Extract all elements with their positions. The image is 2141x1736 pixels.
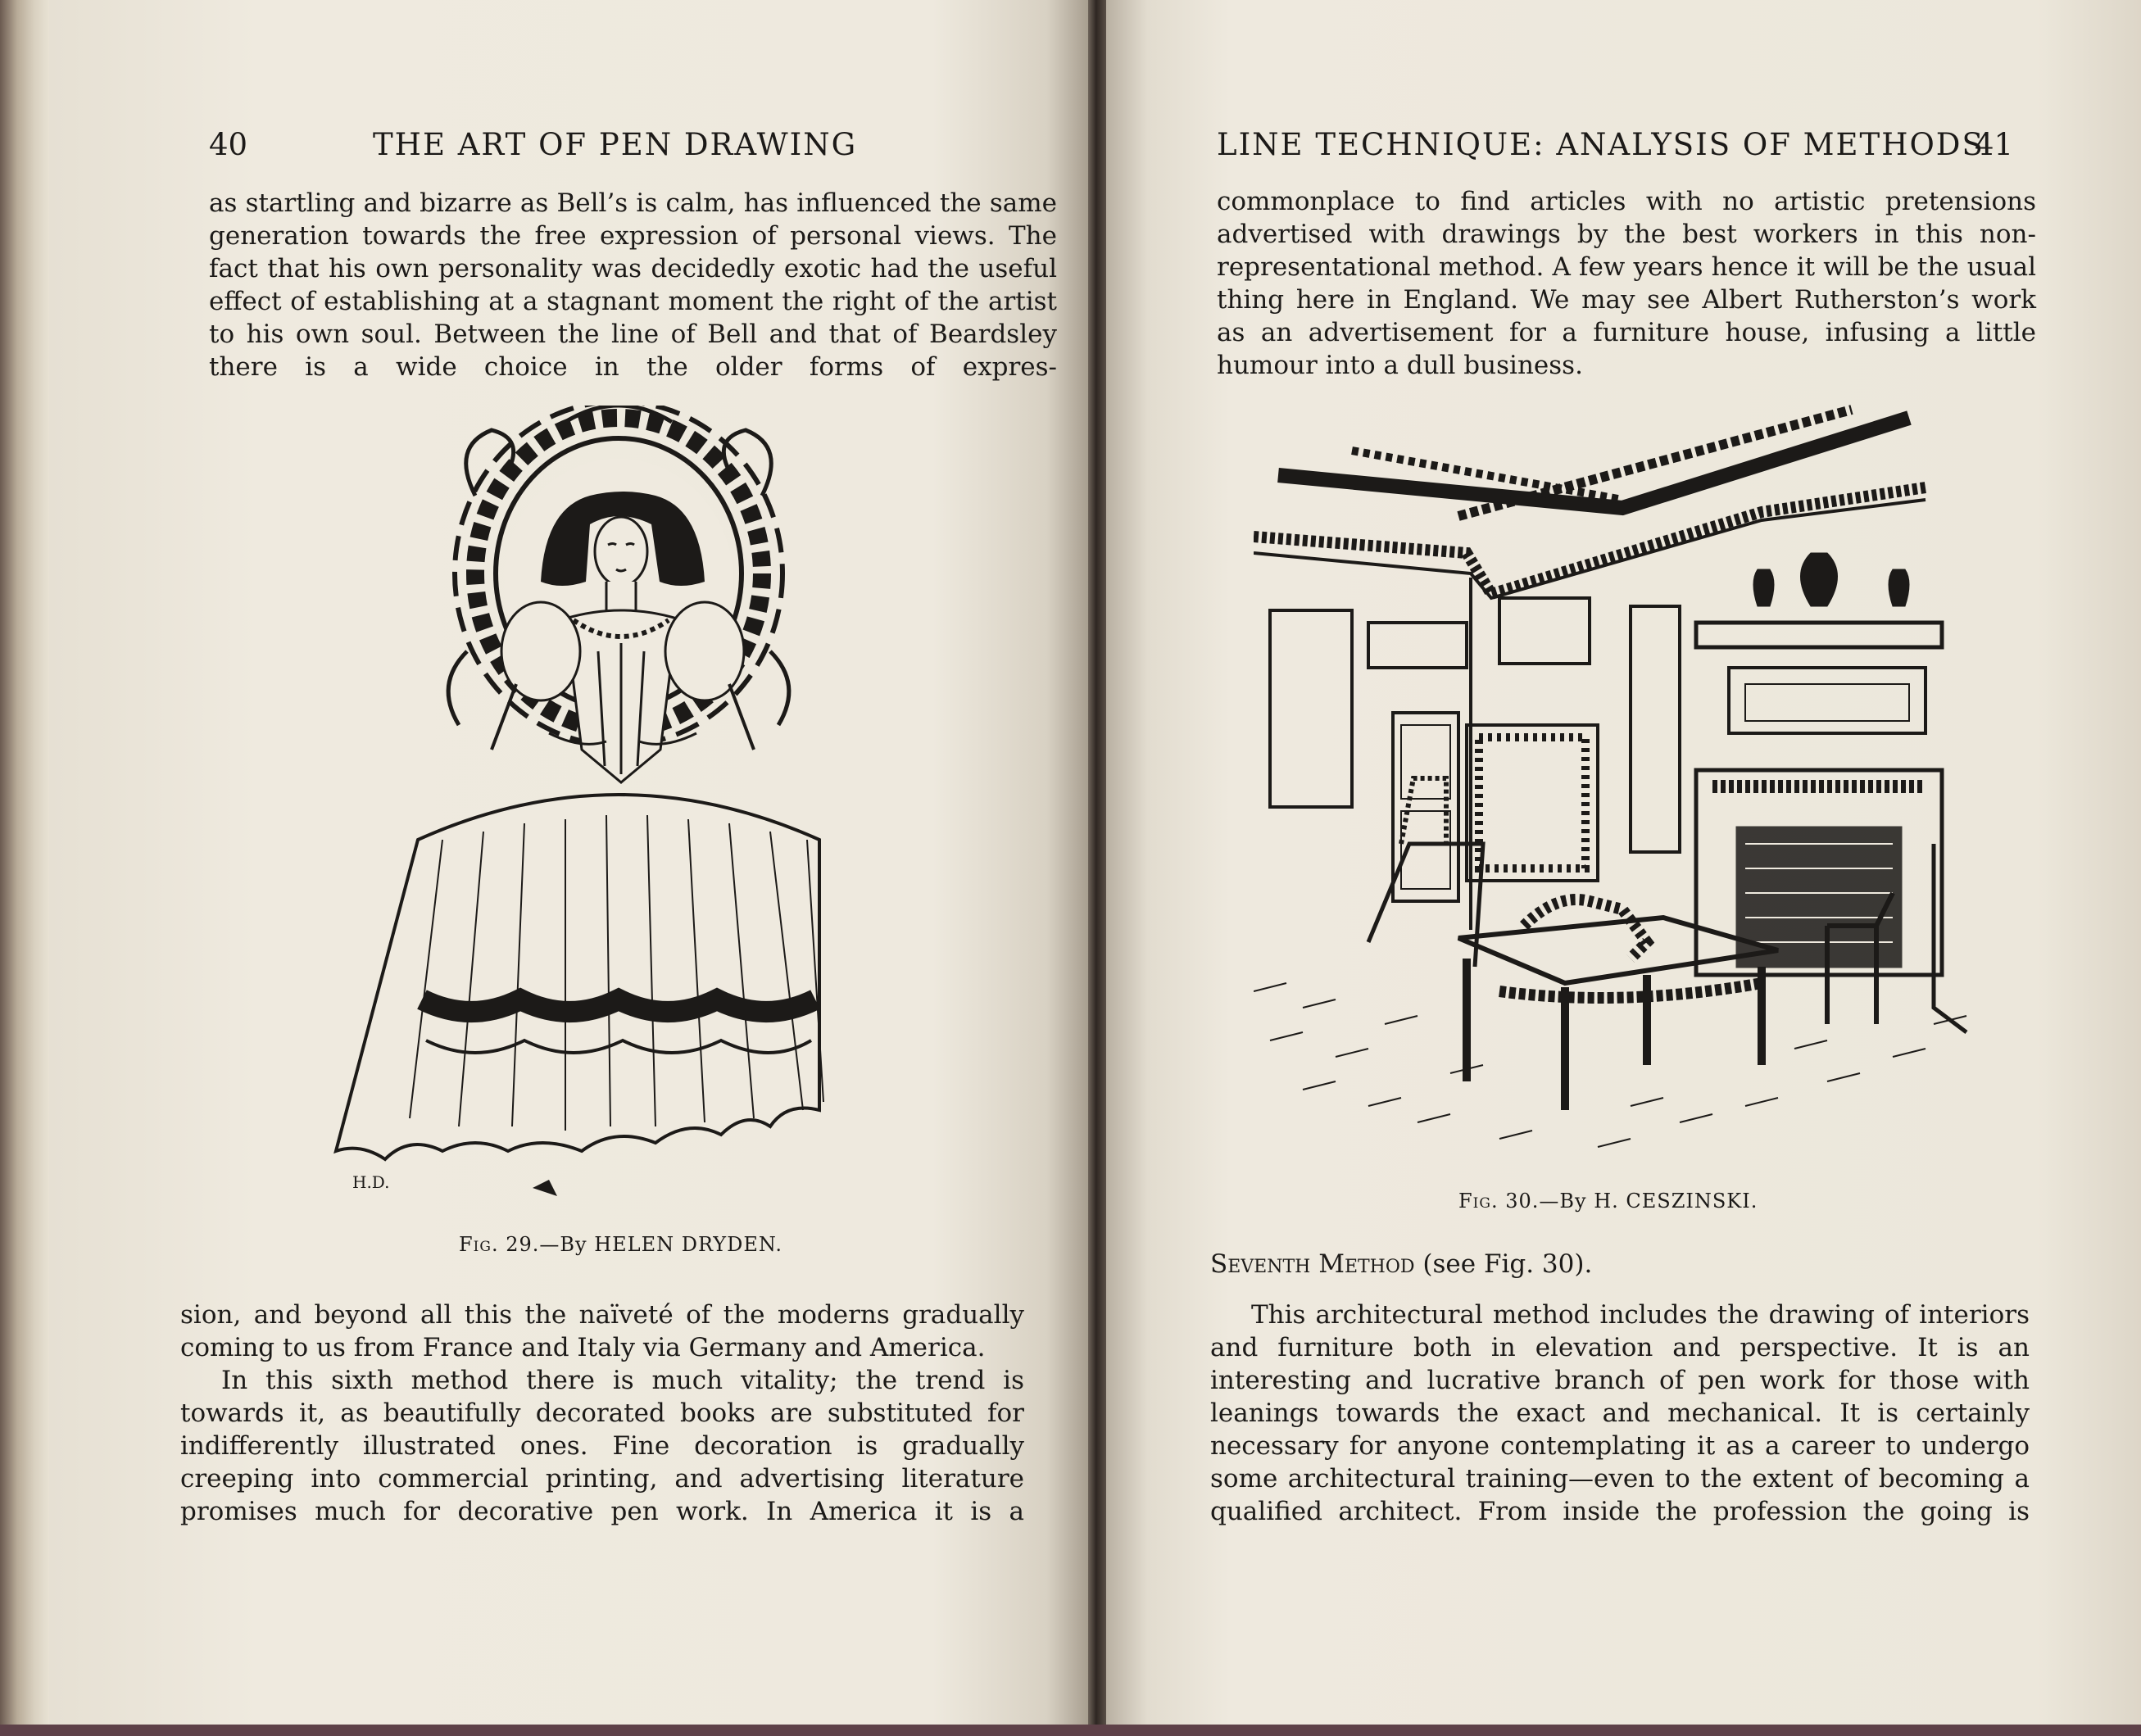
artist-signature: H.D. bbox=[352, 1172, 390, 1192]
book-edge bbox=[0, 0, 49, 1736]
top-paragraph bbox=[1217, 185, 2036, 382]
paragraph-text: In this sixth method there is much vitality; the trend is towards it, as beautifully decorated books are substituted for indifferently illustrated ones. Fine decoration is gradually creeping into commercial printing, and advertising literature promises much for decorative pen work. In America it is a bbox=[180, 1366, 1024, 1526]
top-paragraph bbox=[209, 187, 1057, 383]
page-number: 41 bbox=[1975, 127, 2014, 162]
paragraph-text: as startling and bizarre as Bell’s is calm, has influenced the same generation towards the free expression of personal views. The fact that his own personality was decidedly exotic had the useful effect of establishing at a stagnant moment the right of the artist to his own soul. Between the line of Bell and that of Beardsley there is a wide choice in the older forms of expres- bbox=[209, 188, 1057, 382]
floor-hatching bbox=[1254, 983, 1966, 1147]
book-cover-edge bbox=[0, 1725, 2141, 1736]
caption-figure-number: Fig. 29. bbox=[459, 1233, 540, 1256]
figure-30-illustration bbox=[1254, 401, 1975, 1172]
skirt bbox=[336, 795, 823, 1159]
book-gutter bbox=[1088, 0, 1106, 1736]
bodice bbox=[565, 610, 677, 782]
running-head: LINE TECHNIQUE: ANALYSIS OF METHODS bbox=[1217, 127, 1985, 162]
left-page bbox=[49, 0, 1088, 1736]
bottom-text bbox=[180, 1299, 1024, 1528]
page-number: 40 bbox=[209, 127, 248, 162]
section-heading bbox=[1210, 1249, 1592, 1279]
caption-attribution: —By H. CESZINSKI. bbox=[1539, 1190, 1758, 1212]
bottom-text bbox=[1210, 1299, 2030, 1528]
right-page bbox=[1106, 0, 2141, 1736]
running-head: THE ART OF PEN DRAWING bbox=[373, 127, 858, 162]
paragraph-text: commonplace to find articles with no artistic pretensions advertised with drawings by the best workers in this non-representational method. A few years hence it will be the usual thing here in England. We may see Albert Rutherston’s work as an advertisement for a furniture house, infusing a little humour into a dull business. bbox=[1217, 187, 2036, 380]
section-reference: (see Fig. 30). bbox=[1414, 1249, 1593, 1279]
section-title: Seventh Method bbox=[1210, 1249, 1415, 1279]
caption-attribution: —By HELEN DRYDEN. bbox=[539, 1233, 783, 1256]
fireplace bbox=[1696, 553, 1942, 975]
caption-figure-number: Fig. 30. bbox=[1458, 1190, 1540, 1212]
paragraph-text: sion, and beyond all this the naïveté of the moderns gradually coming to us from France and Italy via Germany and America. bbox=[180, 1300, 1024, 1362]
figure-29-caption bbox=[459, 1233, 782, 1256]
paragraph-text: This architectural method includes the drawing of interiors and furniture both in elevation and perspective. It is an interesting and lucrative branch of pen work for those with leanings towards the exact and mechanical. It is certainly necessary for anyone contemplating it as a career to undergo some architectural training—even to the extent of becoming a qualified architect. From inside the profession the going is bbox=[1210, 1300, 2030, 1526]
figure-30-caption bbox=[1458, 1190, 1758, 1212]
figure-29-illustration bbox=[320, 406, 942, 1217]
